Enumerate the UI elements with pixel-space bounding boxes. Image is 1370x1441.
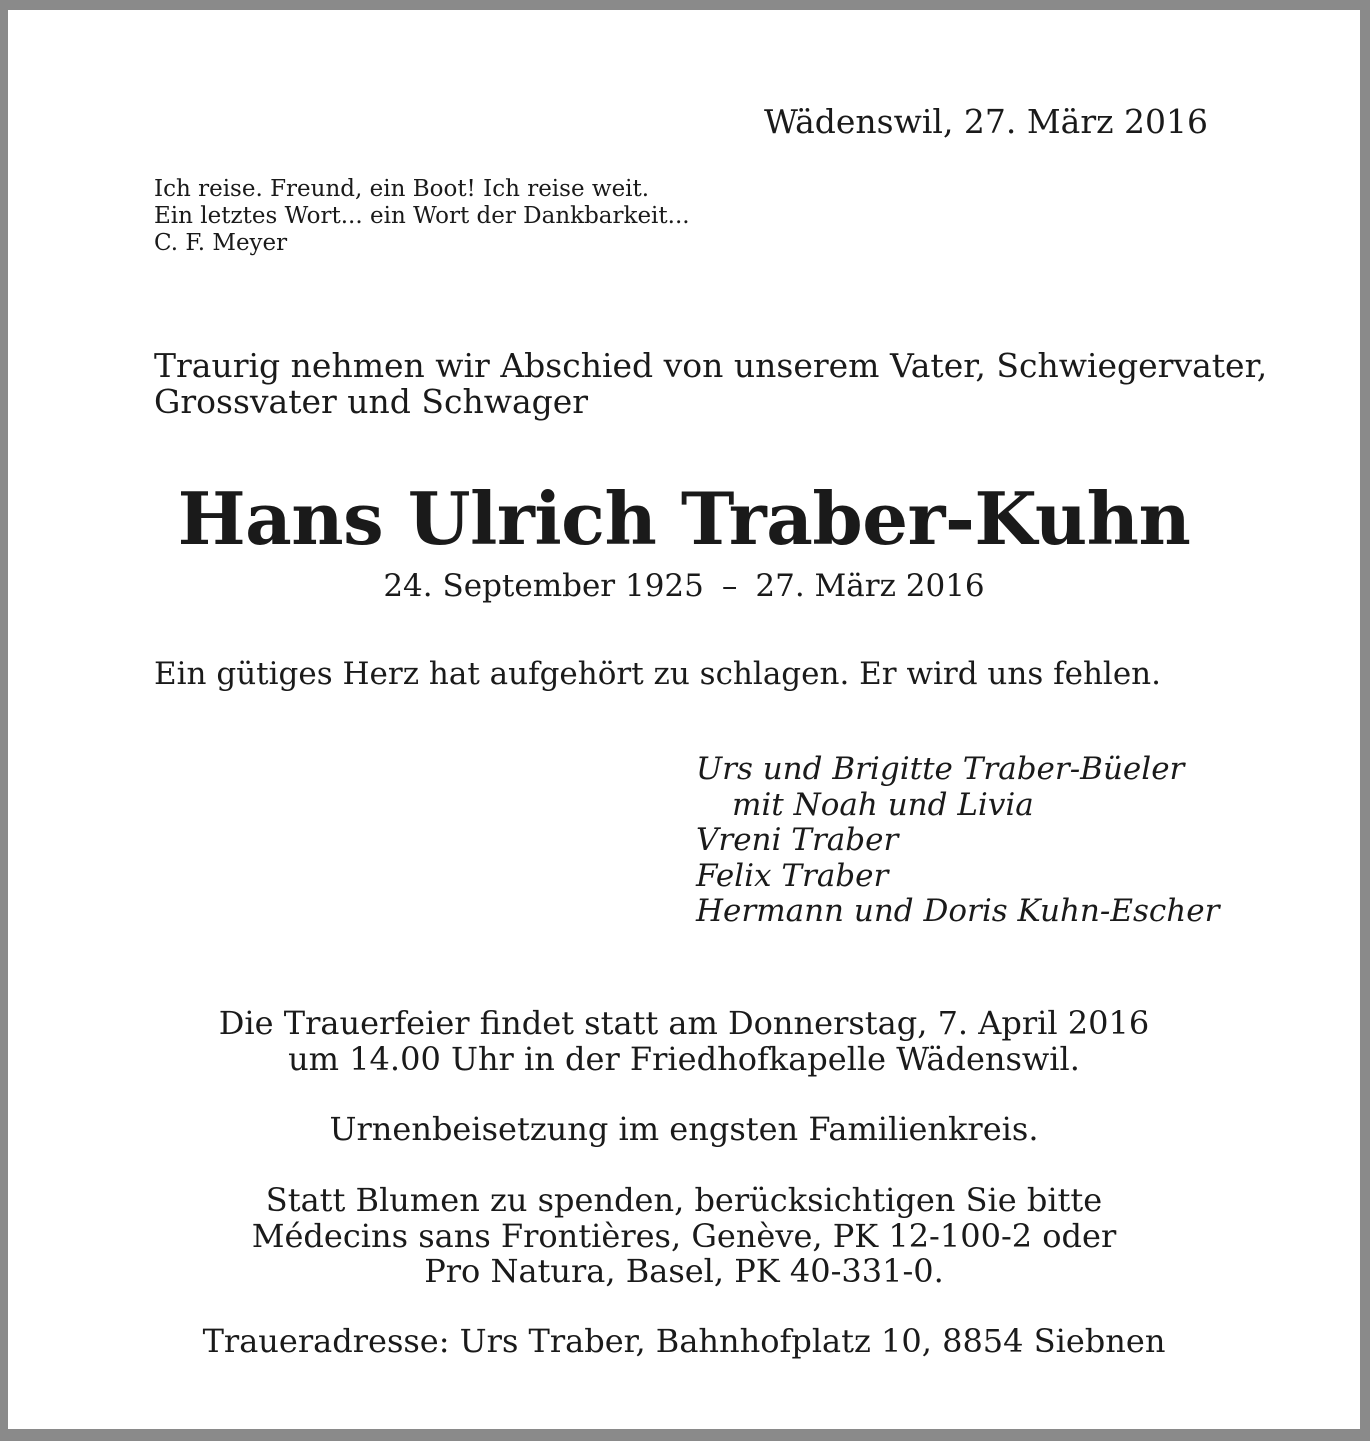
place-date: Wädenswil, 27. März 2016: [764, 102, 1208, 141]
donation-line: Pro Natura, Basel, PK 40-331-0.: [424, 1252, 944, 1290]
mourning-address: Traueradresse: Urs Traber, Bahnhofplatz 10, 8854 Siebnen: [202, 1322, 1166, 1360]
mourner-name: Felix Traber: [696, 857, 889, 894]
deceased-name: Hans Ulrich Traber-Kuhn: [177, 476, 1191, 561]
obituary-notice: [8, 10, 1360, 1429]
mourner-name: mit Noah und Livia: [732, 786, 1034, 823]
ceremony-line: um 14.00 Uhr in der Friedhofkapelle Wädenswil.: [288, 1039, 1080, 1078]
birth-date: 24. September 1925: [383, 568, 704, 604]
death-date: 27. März 2016: [755, 568, 985, 604]
mourners-list: [696, 752, 1219, 930]
life-dates: [8, 568, 1360, 604]
intro-text: [154, 348, 1267, 420]
quote-author: C. F. Meyer: [154, 230, 288, 256]
quote-block: [154, 176, 690, 257]
date-separator: –: [721, 568, 738, 604]
mourner-name: Vreni Traber: [696, 822, 899, 858]
ceremony-line: Die Trauerfeier findet statt am Donnerstag, 7. April 2016: [218, 1004, 1150, 1042]
tribute-text: Ein gütiges Herz hat aufgehört zu schlagen. Er wird uns fehlen.: [154, 656, 1161, 692]
donation-line: Statt Blumen zu spenden, berücksichtigen Sie bitte: [265, 1181, 1103, 1219]
mourner-name: Hermann und Doris Kuhn-Escher: [696, 893, 1220, 929]
quote-line: Ein letztes Wort... ein Wort der Dankbarkeit...: [154, 203, 690, 229]
intro-line: Traurig nehmen wir Abschied von unserem Vater, Schwiegervater,: [154, 346, 1268, 385]
urn-info: Urnenbeisetzung im engsten Familienkreis.: [329, 1110, 1039, 1148]
mourner-name: Urs und Brigitte Traber-Büeler: [696, 751, 1185, 787]
donation-info: [8, 1183, 1360, 1290]
donation-line: Médecins sans Frontières, Genève, PK 12-100-2 oder: [251, 1216, 1117, 1255]
intro-line: Grossvater und Schwager: [154, 382, 589, 421]
quote-line: Ich reise. Freund, ein Boot! Ich reise weit.: [154, 176, 650, 202]
ceremony-info: [8, 1006, 1360, 1077]
